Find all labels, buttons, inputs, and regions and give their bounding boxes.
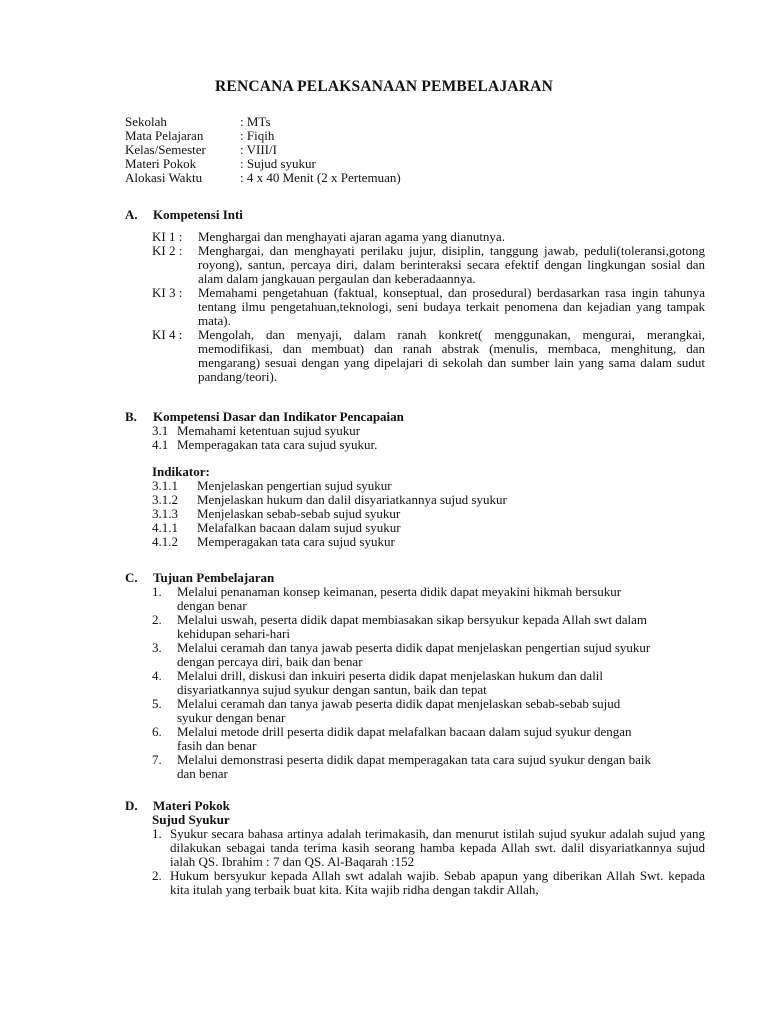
indikator-text: Menjelaskan pengertian sujud syukur: [197, 478, 392, 493]
kd-number: 4.1: [152, 437, 169, 452]
tujuan-item: [152, 697, 652, 725]
section-tujuan-pembelajaran: [125, 571, 705, 781]
tujuan-text: Melalui penanaman konsep keimanan, peserta didik dapat meyakini hikmah bersukur dengan benar: [177, 584, 622, 613]
tujuan-text: Melalui metode drill peserta didik dapat melafalkan bacaan dalam sujud syukur dengan fasih dan benar: [177, 724, 632, 753]
indikator-item: [152, 479, 705, 493]
materi-text: Syukur secara bahasa artinya adalah terimakasih, dan menurut istilah sujud syukur adalah sujud yang dilakukan sebagai tanda terima kasih seorang hamba kepada Allah swt. dalil disyariatkannya sujud ialah QS. Ibrahim : 7 dan QS. Al-Baqarah :152: [170, 826, 705, 869]
materi-text: Hukum bersyukur kepada Allah swt adalah wajib. Sebab apapun yang diberikan Allah Swt. kepada kita itulah yang terbaik buat kita. Kita wajib ridha dengan takdir Allah,: [170, 868, 705, 897]
ki-item: [152, 328, 705, 384]
tujuan-list: [152, 585, 652, 781]
tujuan-item: [152, 641, 652, 669]
materi-subheading: Sujud Syukur: [152, 812, 230, 827]
indikator-number: 3.1.3: [152, 506, 178, 521]
section-letter: A.: [125, 207, 138, 222]
tujuan-number: 7.: [152, 752, 162, 767]
kd-text: Memperagakan tata cara sujud syukur.: [177, 437, 378, 452]
tujuan-text: Melalui uswah, peserta didik dapat membiasakan sikap bersyukur kepada Allah swt dalam kehidupan sehari-hari: [177, 612, 648, 641]
ki-label: KI 4 :: [152, 327, 183, 342]
kd-list: [152, 424, 705, 452]
tujuan-item: [152, 753, 652, 781]
materi-item: [152, 827, 705, 869]
section-materi-pokok: [125, 799, 705, 897]
section-title: Kompetensi Inti: [153, 207, 243, 222]
section-heading: [125, 410, 705, 424]
indikator-text: Menjelaskan sebab-sebab sujud syukur: [197, 506, 401, 521]
indikator-number: 4.1.1: [152, 520, 178, 535]
document-title: RENCANA PELAKSANAAN PEMBELAJARAN: [215, 78, 553, 95]
tujuan-text: Melalui demonstrasi peserta didik dapat memperagakan tata cara sujud syukur dengan baik dan benar: [177, 752, 651, 781]
tujuan-number: 5.: [152, 696, 162, 711]
ki-text: Menghargai dan menghayati ajaran agama yang dianutnya.: [198, 229, 505, 244]
ki-text: Memahami pengetahuan (faktual, konseptual, dan prosedural) berdasarkan rasa ingin tahunya tentang ilmu pengetahuan,teknologi, seni budaya terkait penomena dan kejadian yang tampak mata).: [198, 285, 705, 328]
indikator-text: Memperagakan tata cara sujud syukur: [197, 534, 395, 549]
kd-item: [152, 438, 705, 452]
materi-list: [152, 827, 705, 897]
kd-item: [152, 424, 705, 438]
indikator-text: Melafalkan bacaan dalam sujud syukur: [197, 520, 401, 535]
tujuan-item: [152, 613, 652, 641]
section-heading: [125, 799, 705, 813]
info-row-mapel: [125, 129, 401, 143]
tujuan-number: 2.: [152, 612, 162, 627]
tujuan-number: 4.: [152, 668, 162, 683]
tujuan-item: [152, 585, 652, 613]
ki-label: KI 3 :: [152, 285, 183, 300]
indikator-item: [152, 493, 705, 507]
tujuan-number: 1.: [152, 584, 162, 599]
info-value: : Fiqih: [240, 128, 275, 143]
ki-label: KI 2 :: [152, 243, 183, 258]
section-letter: D.: [125, 798, 138, 813]
section-heading: [125, 208, 705, 222]
ki-item: [152, 230, 705, 244]
info-value: : Sujud syukur: [240, 156, 316, 171]
materi-number: 1.: [152, 826, 162, 841]
indikator-text: Menjelaskan hukum dan dalil disyariatkannya sujud syukur: [197, 492, 507, 507]
section-kompetensi-inti: [125, 208, 705, 384]
section-letter: C.: [125, 570, 138, 585]
info-label: Alokasi Waktu: [125, 170, 203, 185]
info-label: Mata Pelajaran: [125, 128, 204, 143]
identity-block: [125, 115, 401, 185]
info-value: : VIII/I: [240, 142, 277, 157]
indikator-number: 3.1.1: [152, 478, 178, 493]
tujuan-text: Melalui ceramah dan tanya jawab peserta didik dapat menjelaskan sebab-sebab sujud syukur dengan benar: [177, 696, 621, 725]
indikator-item: [152, 507, 705, 521]
info-row-alokasi: [125, 171, 401, 185]
indikator-number: 4.1.2: [152, 534, 178, 549]
ki-item: [152, 286, 705, 328]
ki-text: Mengolah, dan menyaji, dalam ranah konkret( menggunakan, mengurai, merangkai, memodifikasi, dan membuat) dan ranah abstrak (menulis, membaca, menghitung, dan mengarang) sesuai dengan yang dipelajari di sekolah dan sumber lain yang sama dalam sudut pandang/teori).: [198, 327, 705, 384]
info-value: : 4 x 40 Menit (2 x Pertemuan): [240, 170, 401, 185]
section-title: Materi Pokok: [153, 798, 230, 813]
ki-label: KI 1 :: [152, 229, 183, 244]
materi-number: 2.: [152, 868, 162, 883]
tujuan-item: [152, 725, 652, 753]
tujuan-number: 6.: [152, 724, 162, 739]
section-title: Kompetensi Dasar dan Indikator Pencapaian: [153, 409, 404, 424]
indikator-item: [152, 521, 705, 535]
tujuan-text: Melalui drill, diskusi dan inkuiri peserta didik dapat menjelaskan hukum dan dalil disyariatkannya sujud syukur dengan santun, baik dan tepat: [177, 668, 604, 697]
ki-text: Menghargai, dan menghayati perilaku jujur, disiplin, tanggung jawab, peduli(toleransi,gotong royong), santun, percaya diri, dalam berinteraksi secara efektif dengan lingkungan sosial dan alam dalam jangkauan pergaulan dan keberadaannya.: [198, 243, 705, 286]
indikator-item: [152, 535, 705, 549]
materi-item: [152, 869, 705, 897]
tujuan-number: 3.: [152, 640, 162, 655]
info-value: : MTs: [240, 114, 271, 129]
indikator-number: 3.1.2: [152, 492, 178, 507]
info-label: Sekolah: [125, 114, 167, 129]
section-kompetensi-dasar: [125, 410, 705, 549]
info-label: Kelas/Semester: [125, 142, 206, 157]
tujuan-item: [152, 669, 652, 697]
section-heading: [125, 571, 705, 585]
indikator-list: [152, 479, 705, 549]
info-row-materi: [125, 157, 401, 171]
kd-number: 3.1: [152, 423, 169, 438]
info-row-sekolah: [125, 115, 401, 129]
ki-item: [152, 244, 705, 286]
info-label: Materi Pokok: [125, 156, 197, 171]
section-letter: B.: [125, 409, 137, 424]
section-title: Tujuan Pembelajaran: [153, 570, 275, 585]
indikator-heading: Indikator:: [152, 464, 210, 479]
info-row-kelas: [125, 143, 401, 157]
tujuan-text: Melalui ceramah dan tanya jawab peserta didik dapat menjelaskan pengertian sujud syukur dengan percaya diri, baik dan benar: [177, 640, 651, 669]
kd-text: Memahami ketentuan sujud syukur: [177, 423, 361, 438]
